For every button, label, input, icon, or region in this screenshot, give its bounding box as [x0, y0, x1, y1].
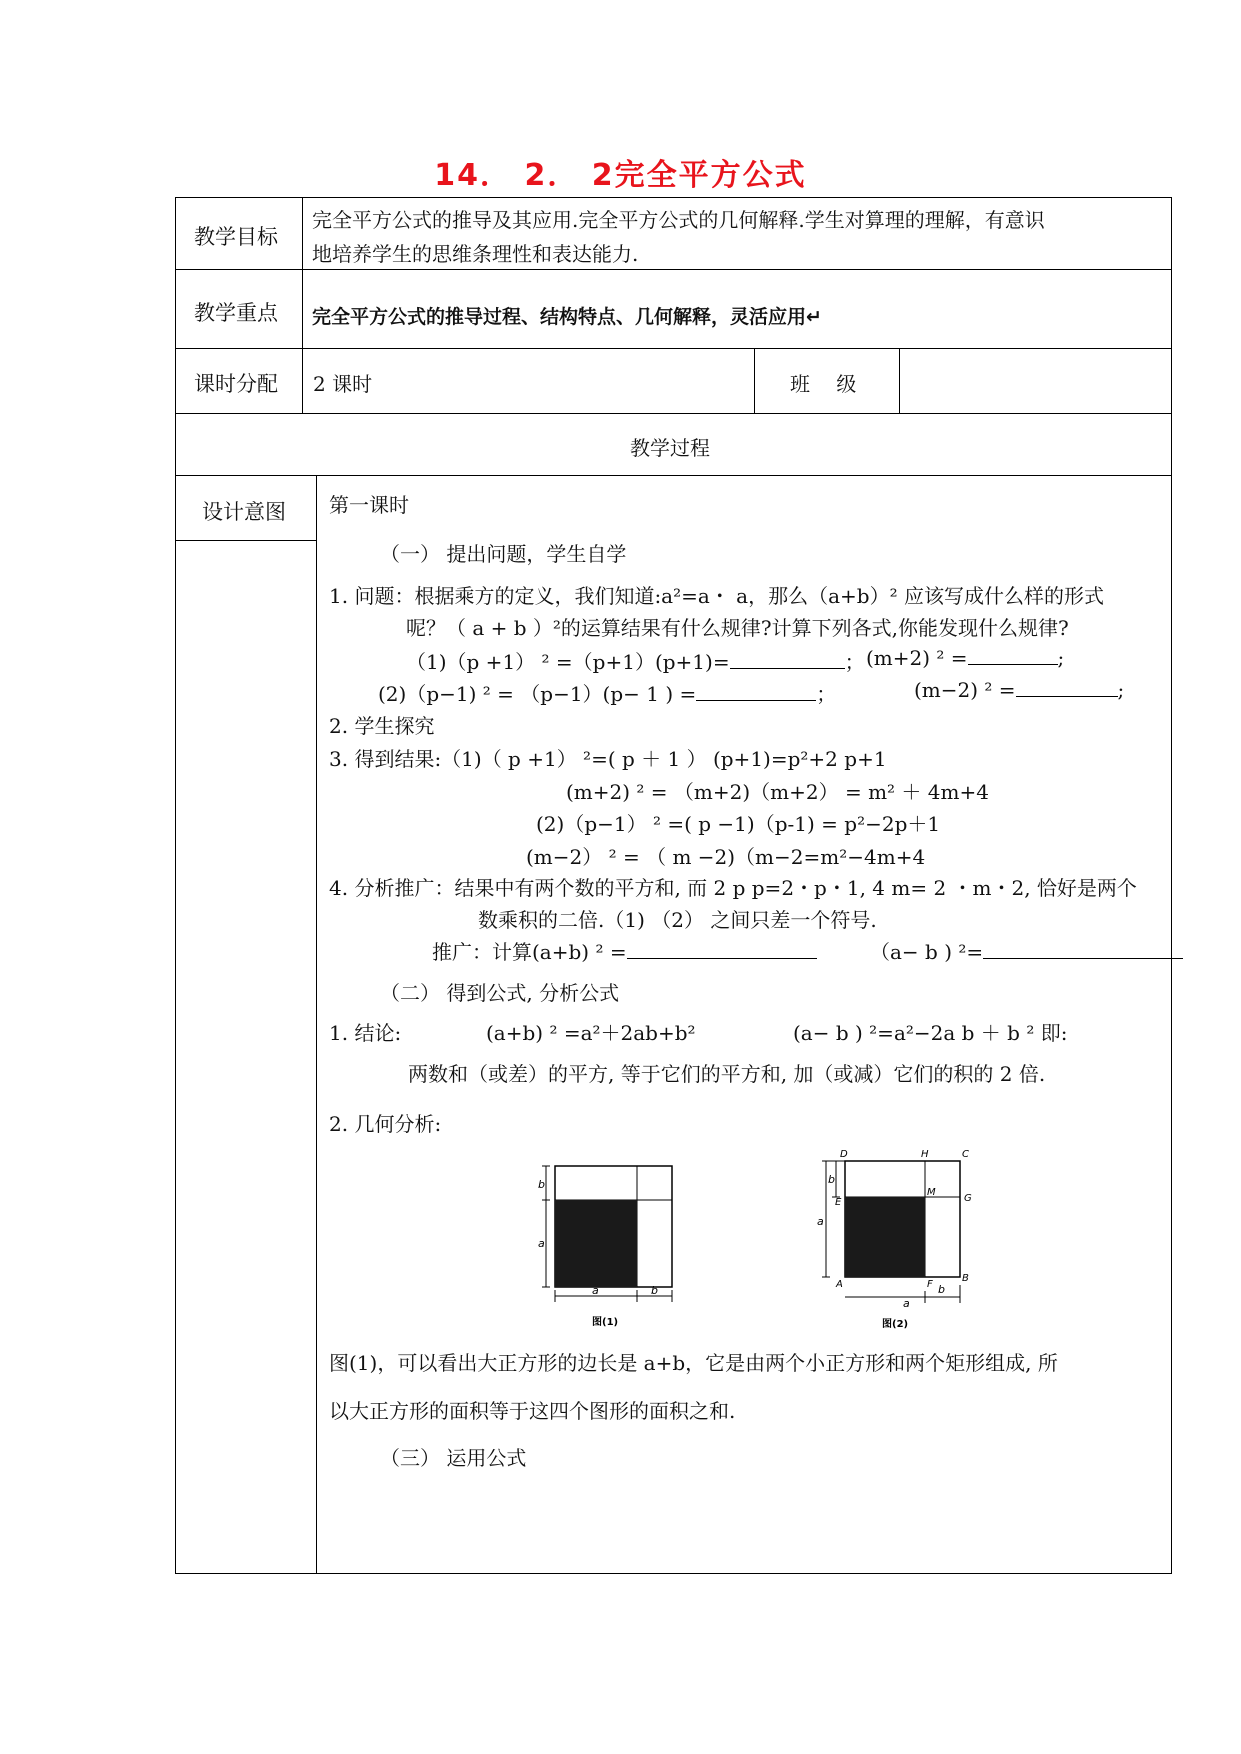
label-a: a: [538, 1237, 545, 1250]
label-a: a: [903, 1297, 910, 1310]
process-header: 教学过程: [630, 436, 710, 460]
question-line: 1. 问题：根据乘方的定义，我们知道:a²=a・ a，那么（a+b）² 应该写成什么样的形式: [329, 584, 1104, 608]
answer-blank[interactable]: [968, 646, 1058, 665]
result-line: (m+2) ² = （m+2)（m+2） = m² ＋ 4m+4: [566, 780, 989, 804]
goal-text: 地培养学生的思维条理性和表达能力.: [312, 242, 639, 266]
figure-2: [810, 1145, 990, 1335]
result-line: (2)（p−1） ² =( p −1)（p-1) = p²−2p＋1: [536, 812, 941, 836]
design-label: 设计意图: [202, 500, 286, 524]
figure-1: [530, 1150, 690, 1335]
exercise-1b: (m+2) ² = ;: [866, 646, 1065, 670]
hours-value: 2 课时: [313, 372, 373, 396]
page-title: 14． 2． 2完全平方公式: [434, 158, 807, 193]
key-text: 完全平方公式的推导过程、结构特点、几何解释，灵活应用↵: [312, 306, 822, 328]
figure-1-caption: 图(1): [592, 1317, 619, 1328]
label-b: b: [651, 1284, 658, 1297]
result-line: (m−2） ² = （ m −2)（m−2=m²−4m+4: [526, 845, 926, 869]
hours-label: 课时分配: [194, 372, 278, 396]
generalize-b: [870, 936, 1183, 965]
table-col-divider: [899, 348, 900, 413]
answer-blank[interactable]: [730, 650, 845, 669]
label-a: a: [817, 1215, 824, 1228]
result-line: 3. 得到结果:（1)（ p +1） ²=( p ＋ 1 ） (p+1)=p²+2 p+1: [329, 747, 887, 771]
formula-sum: (a+b) ² =a²＋2ab+b²: [486, 1021, 696, 1045]
explanation-line: 以大正方形的面积等于这四个图形的面积之和.: [329, 1399, 736, 1423]
point-label: A: [836, 1279, 843, 1290]
analysis-line: 4. 分析推广：结果中有两个数的平方和, 而 2 p p=2・p・1, 4 m= 2 ・m・2, 恰好是两个: [329, 876, 1137, 900]
exercise-text: （1)（p +1） ² =（p+1）(p+1)=: [406, 650, 730, 674]
point-label: F: [927, 1279, 933, 1290]
exercise-text: (2)（p−1) ² = （p−1）(p− 1 ) =: [378, 682, 697, 706]
section-title: （一） 提出问题，学生自学: [380, 542, 627, 566]
label-a: a: [592, 1284, 599, 1297]
section-title: （三） 运用公式: [380, 1446, 527, 1470]
exercise-1a: （1)（p +1） ² =（p+1）(p+1)= ；: [406, 650, 865, 674]
conclusion-label: 1. 结论:: [329, 1021, 402, 1045]
answer-blank[interactable]: [696, 682, 816, 701]
point-label: H: [921, 1149, 929, 1160]
answer-blank[interactable]: [627, 940, 817, 959]
label-b: b: [538, 1178, 545, 1191]
table-row-divider: [175, 475, 1172, 476]
answer-blank[interactable]: [983, 940, 1183, 959]
exercise-2a: (2)（p−1) ² = （p−1）(p− 1 ) = ；: [378, 682, 837, 706]
table-border-right: [1171, 197, 1172, 1574]
generalize-text: （a− b ) ²=: [870, 940, 984, 964]
key-label: 教学重点: [194, 301, 278, 325]
exercise-2b: (m−2) ² = ;: [914, 678, 1125, 702]
generalize-a: [432, 936, 817, 965]
point-label: D: [840, 1149, 848, 1160]
point-label: M: [927, 1187, 936, 1198]
table-row-divider: [175, 413, 1172, 414]
point-label: E: [835, 1197, 842, 1208]
point-label: C: [962, 1149, 969, 1160]
goal-text: 完全平方公式的推导及其应用.完全平方公式的几何解释.学生对算理的理解，有意识: [312, 208, 1045, 232]
generalize-text: 推广：计算(a+b) ² =: [432, 940, 627, 964]
label-b: b: [938, 1283, 945, 1296]
table-cell-divider: [175, 540, 316, 541]
figure-2-caption: 图(2): [882, 1319, 909, 1330]
lesson-title: 第一课时: [329, 493, 409, 517]
label-b: b: [828, 1173, 835, 1186]
section-title: （二） 得到公式, 分析公式: [380, 981, 620, 1005]
answer-blank[interactable]: [1016, 678, 1118, 697]
exercise-text: (m+2) ² =: [866, 646, 968, 670]
table-row-divider: [175, 348, 1172, 349]
question-line: 呢？（ a + b ）²的运算结果有什么规律?计算下列各式,你能发现什么规律?: [406, 616, 1069, 640]
class-label: 班 级: [790, 372, 857, 396]
geometry-title: 2. 几何分析:: [329, 1112, 442, 1136]
conclusion-statement: 两数和（或差）的平方, 等于它们的平方和, 加（或减）它们的积的 2 倍.: [408, 1062, 1046, 1086]
point-label: B: [962, 1273, 969, 1284]
table-row-divider: [175, 269, 1172, 270]
explanation-line: 图(1)，可以看出大正方形的边长是 a+b，它是由两个小正方形和两个矩形组成, 所: [329, 1351, 1058, 1375]
table-border-bottom: [175, 1573, 1172, 1574]
table-col-divider: [316, 475, 317, 1573]
step-2: 2. 学生探究: [329, 714, 435, 738]
table-col-divider: [302, 197, 303, 413]
table-border-left: [175, 197, 176, 1574]
table-border-top: [175, 197, 1172, 198]
exercise-text: (m−2) ² =: [914, 678, 1016, 702]
analysis-line: 数乘积的二倍.（1) （2） 之间只差一个符号.: [478, 908, 877, 932]
point-label: G: [964, 1193, 972, 1204]
formula-diff: (a− b ) ²=a²−2a b ＋ b ² 即:: [793, 1021, 1068, 1045]
goal-label: 教学目标: [194, 225, 278, 249]
table-col-divider: [754, 348, 755, 413]
